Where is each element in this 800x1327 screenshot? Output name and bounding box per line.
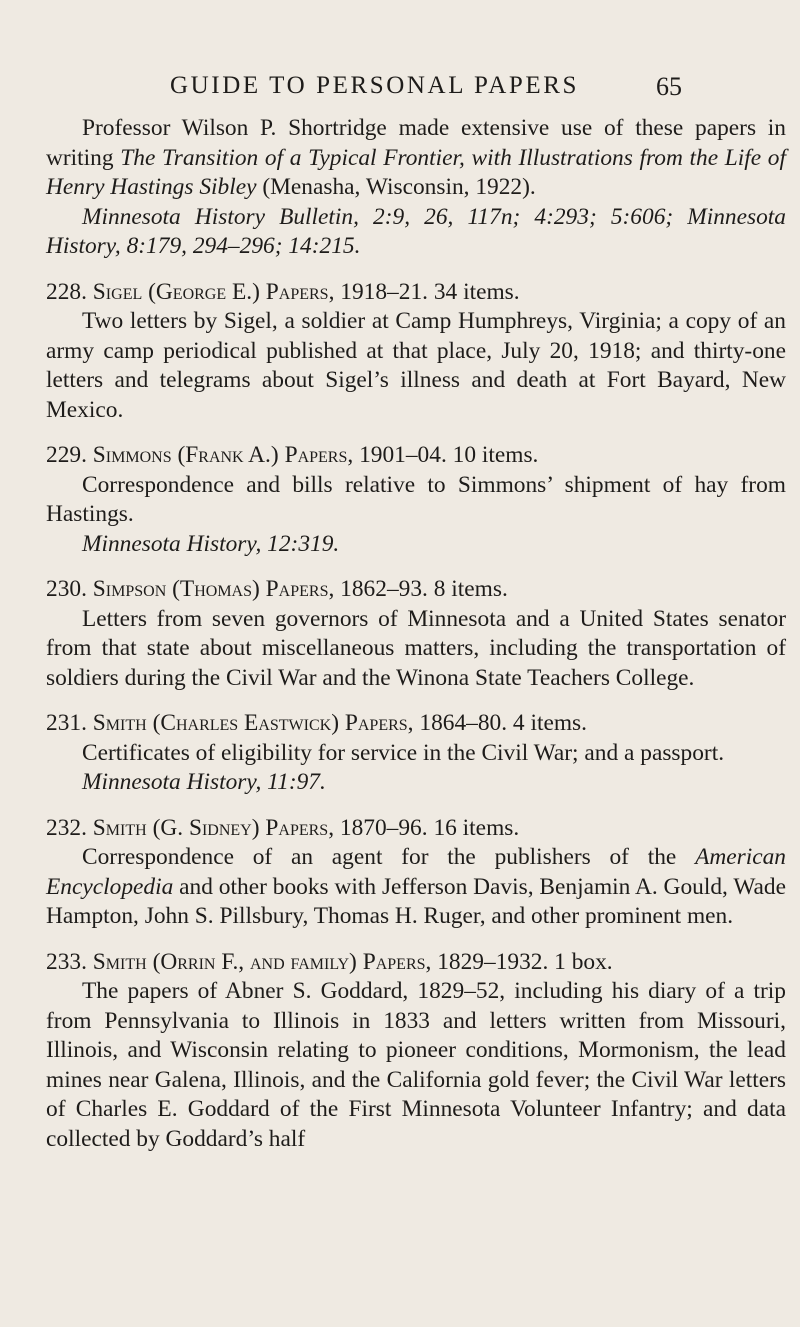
running-title: GUIDE TO PERSONAL PAPERS [170, 72, 580, 99]
entry-surname: Smith [92, 948, 147, 975]
entry-surname: Smith [92, 710, 147, 736]
entry-232 [46, 814, 786, 932]
work-title: American Encyclopedia [46, 844, 786, 900]
entry-citation: Minnesota History, 11:97. [82, 769, 326, 795]
entry-233 [46, 948, 786, 1155]
entry-papers-label: Papers [344, 710, 408, 736]
entry-heading: 228. Sigel (George E.) Papers, 1918–21. 34 items. [46, 278, 520, 305]
text-block [46, 114, 786, 1154]
entry-given-name: (Thomas) [172, 576, 260, 602]
entry-heading: 230. Simpson (Thomas) Papers, 1862–93. 8 items. [46, 576, 508, 602]
entry-231 [46, 709, 786, 798]
entry-given-name: (Charles Eastwick) [152, 710, 339, 736]
entry-heading: 229. Simmons (Frank A.) Papers, 1901–04. 10 items. [46, 442, 539, 468]
entry-heading: 233. Smith (Orrin F., and family) Papers, 1829–1932. 1 box. [46, 948, 613, 975]
entry-surname: Simmons [92, 442, 172, 468]
entry-surname: Simpson [92, 576, 167, 602]
entry-heading: 231. Smith (Charles Eastwick) Papers, 1864–80. 4 items. [46, 710, 587, 736]
entry-body: The papers of Abner S. Goddard, 1829–52, including his diary of a trip from Pennsylvania to Illinois in 1833 and letters written from Missouri, Illinois, and Wisconsin relating to pioneer conditions, Mormonism, the lead mines near Galena, Illinois, and the California gold fever; the Civil War letters of Charles E. Goddard of the First Minnesota Volunteer Infantry; and data collected by Goddard’s half [46, 978, 786, 1152]
entry-citation: Minnesota History, 12:319. [82, 530, 340, 557]
entry-body: Letters from seven governors of Minnesota and a United States senator from that state about miscellaneous matters, including the transportation of soldiers during the Civil War and the Winona State Teachers College. [46, 605, 786, 691]
continuation-paragraph: Professor Wilson P. Shortridge made extensive use of these papers in writing The Transition of a Typical Frontier, with Illustrations from the Life of Henry Hastings Sibley (Menasha, Wisconsin, 1922). [46, 115, 787, 200]
entry-body: Correspondence and bills relative to Simmons’ shipment of hay from Hastings. [46, 471, 786, 527]
entry-surname: Sigel [92, 278, 143, 305]
entry-surname: Smith [92, 814, 147, 841]
entry-body: Correspondence of an agent for the publishers of the American Encyclopedia and other books with Jefferson Davis, Benjamin A. Gould, Wade Hampton, John S. Pillsbury, Thomas H. Ruger, and other prominent men. [46, 844, 786, 929]
page-number: 65 [656, 72, 682, 101]
work-title: The Transition of a Typical Frontier, with Illustrations from the Life of Henry Hastings Sibley [46, 144, 787, 200]
entry-papers-label: Papers [284, 442, 348, 468]
entry-papers-label: Papers [265, 576, 329, 602]
entry-body: Certificates of eligibility for service in the Civil War; and a passport. [82, 739, 725, 766]
continuation-citation: Minnesota History Bulletin, 2:9, 26, 117n; 4:293; 5:606; Minnesota History, 8:179, 294–296; 14:215. [46, 203, 786, 259]
entry-papers-label: Papers [265, 278, 329, 305]
entry-228 [46, 278, 786, 426]
entry-heading: 232. Smith (G. Sidney) Papers, 1870–96. 16 items. [46, 814, 520, 841]
entry-230 [46, 575, 786, 693]
entry-papers-label: Papers [265, 814, 329, 841]
entry-given-name: (Frank A.) [177, 442, 279, 468]
running-head [0, 72, 800, 108]
entry-papers-label: Papers [362, 948, 426, 975]
entry-229 [46, 441, 786, 559]
entry-given-name: (Orrin F., and family) [152, 948, 357, 975]
entry-given-name: (George E.) [148, 278, 260, 305]
entry-body: Two letters by Sigel, a soldier at Camp Humphreys, Virginia; a copy of an army camp periodical published at that place, July 20, 1918; and thirty-one letters and telegrams about Sigel’s illness and death at Fort Bayard, New Mexico. [46, 308, 786, 423]
entry-given-name: (G. Sidney) [152, 814, 260, 841]
